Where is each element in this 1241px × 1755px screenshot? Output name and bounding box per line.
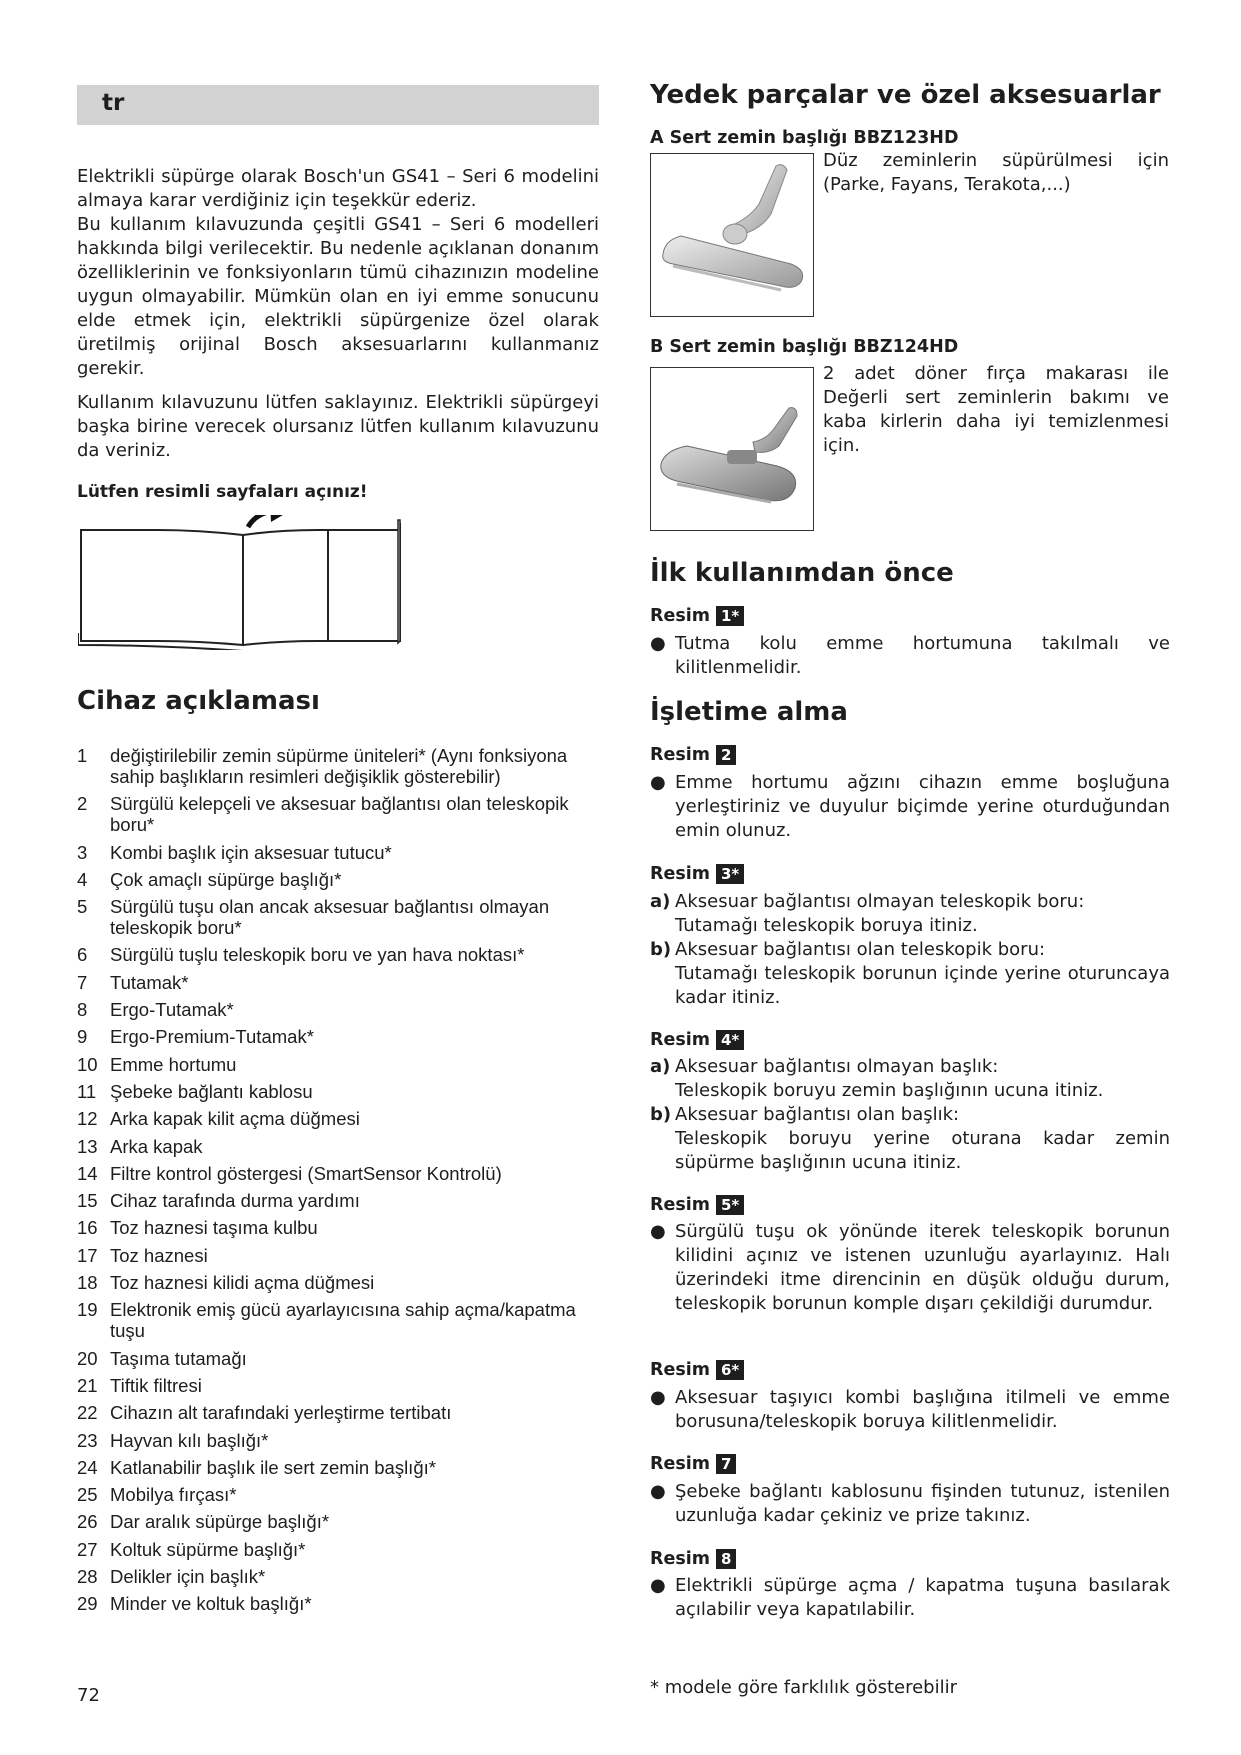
figure-label-text: Resim: [650, 1030, 710, 1050]
list-item: [77, 869, 607, 890]
list-item-number: 16: [77, 1217, 98, 1239]
list-item-text: Arka kapak kilit açma düğmesi: [110, 1108, 360, 1130]
list-item: [77, 1217, 607, 1238]
figure-4-label: [650, 1030, 744, 1050]
list-item: [77, 1375, 607, 1396]
list-item: [77, 972, 607, 993]
bullet: ●: [650, 772, 666, 793]
list-item-number: 8: [77, 999, 88, 1021]
operation-heading: İşletime alma: [650, 697, 848, 727]
list-item-number: 26: [77, 1511, 98, 1533]
figure-1-label: [650, 606, 744, 626]
list-item-text: Çok amaçlı süpürge başlığı*: [110, 868, 342, 890]
list-item: [77, 1136, 607, 1157]
figure-3-label: [650, 864, 744, 884]
figure-3-step: [650, 890, 1170, 1010]
figure-7-text: Şebeke bağlantı kablosunu fişinden tutunuz, istenilen uzunluğa kadar çekiniz ve prize takınız.: [675, 1481, 1170, 1526]
figure-label-text: Resim: [650, 864, 710, 884]
list-item: [77, 1484, 607, 1505]
list-item-text: Elektronik emiş gücü ayarlayıcısına sahip açma/kapatma tuşu: [110, 1299, 576, 1342]
list-item: [77, 1430, 607, 1451]
figure-4-a-line2: Teleskopik boruyu zemin başlığının ucuna itiniz.: [675, 1080, 1104, 1101]
accessory-b-image: [650, 367, 814, 531]
figure-badge: 2: [716, 745, 736, 765]
figure-3-b-line2: Tutamağı teleskopik borunun içinde yerine oturuncaya kadar itiniz.: [675, 963, 1170, 1008]
list-item-number: 13: [77, 1135, 98, 1157]
list-item-text: Cihaz tarafında durma yardımı: [110, 1190, 360, 1212]
list-item: [77, 999, 607, 1020]
list-item-text: Toz haznesi taşıma kulbu: [110, 1217, 318, 1239]
bullet: ●: [650, 633, 666, 654]
list-item-number: 24: [77, 1456, 98, 1478]
figure-7-label: [650, 1454, 736, 1474]
list-item-text: Katlanabilir başlık ile sert zemin başlığı*: [110, 1456, 436, 1478]
language-tag: tr: [102, 90, 125, 116]
list-item: [77, 1566, 607, 1587]
step-marker: a): [650, 891, 671, 912]
list-item-number: 29: [77, 1593, 98, 1615]
list-item-number: 6: [77, 944, 88, 966]
list-item-text: Ergo-Tutamak*: [110, 999, 234, 1021]
bullet: ●: [650, 1481, 666, 1502]
figure-label-text: Resim: [650, 1549, 710, 1569]
list-item-number: 22: [77, 1402, 98, 1424]
accessories-heading: Yedek parçalar ve özel aksesuarlar: [650, 80, 1161, 110]
list-item-text: Dar aralık süpürge başlığı*: [110, 1511, 330, 1533]
figure-label-text: Resim: [650, 1454, 710, 1474]
figure-badge: 8: [716, 1549, 736, 1569]
figure-4-step: [650, 1055, 1170, 1175]
figure-4-a-line1: Aksesuar bağlantısı olmayan başlık:: [675, 1056, 999, 1077]
figure-label-text: Resim: [650, 745, 710, 765]
figure-2-label: [650, 745, 736, 765]
figure-8-label: [650, 1549, 736, 1569]
open-book-illustration: [78, 515, 408, 650]
list-item-text: Toz haznesi kilidi açma düğmesi: [110, 1272, 375, 1294]
list-item: [77, 1511, 607, 1532]
intro-text: [77, 165, 599, 463]
figure-4-b-line1: Aksesuar bağlantısı olan başlık:: [675, 1104, 960, 1125]
list-item-text: Hayvan kılı başlığı*: [110, 1429, 269, 1451]
list-item: [77, 1108, 607, 1129]
figure-5-label: [650, 1195, 744, 1215]
list-item-text: Şebeke bağlantı kablosu: [110, 1080, 313, 1102]
list-item-number: 27: [77, 1538, 98, 1560]
step-marker: a): [650, 1056, 671, 1077]
list-item-text: Filtre kontrol göstergesi (SmartSensor Kontrolü): [110, 1162, 502, 1184]
figure-3-a-line2: Tutamağı teleskopik boruya itiniz.: [675, 915, 978, 936]
list-item: [77, 1026, 607, 1047]
list-item-text: Ergo-Premium-Tutamak*: [110, 1026, 314, 1048]
bullet: ●: [650, 1387, 666, 1408]
figure-label-text: Resim: [650, 1360, 710, 1380]
list-item-text: Sürgülü tuşlu teleskopik boru ve yan hava noktası*: [110, 944, 525, 966]
accessory-a-description: Düz zeminlerin süpürülmesi için (Parke, Fayans, Terakota,...): [823, 150, 1169, 195]
figure-badge: 1*: [716, 606, 744, 626]
list-item-number: 25: [77, 1484, 98, 1506]
list-item-number: 3: [77, 841, 88, 863]
list-item-number: 2: [77, 793, 88, 815]
intro-paragraph-2: Bu kullanım kılavuzunda çeşitli GS41 – Seri 6 modelleri hakkında bilgi verilecektir. Bu nedenle açıklanan donanım özelliklerinin ve fonksiyonların tümü cihazınızın modeline uygun olmayabilir. Mümkün olan en iyi emme sonucunu elde etmek için, elektrikli süpürgenize özel olarak üretilmiş orijinal Bosch aksesuarlarını kullanmanız gerekir.: [77, 214, 599, 379]
list-item-text: Mobilya fırçası*: [110, 1484, 237, 1506]
list-item: [77, 1539, 607, 1560]
step-marker: b): [650, 939, 672, 960]
list-item-number: 15: [77, 1190, 98, 1212]
figure-label-text: Resim: [650, 1195, 710, 1215]
list-item: [77, 896, 607, 938]
list-item-number: 1: [77, 745, 88, 766]
figure-7-step: [650, 1480, 1170, 1528]
list-item: [77, 1163, 607, 1184]
list-item-number: 18: [77, 1272, 98, 1294]
list-item-text: Taşıma tutamağı: [110, 1347, 247, 1369]
language-tag-bar: [77, 85, 599, 125]
list-item-number: 4: [77, 868, 88, 890]
figure-badge: 4*: [716, 1030, 744, 1050]
list-item: [77, 1348, 607, 1369]
list-item-number: 9: [77, 1026, 88, 1048]
list-item-number: 19: [77, 1299, 98, 1321]
list-item: [77, 1299, 607, 1341]
figure-2-text: Emme hortumu ağzını cihazın emme boşluğuna yerleştiriniz ve duyulur biçimde yerine oturduğundan emin olunuz.: [675, 772, 1170, 841]
list-item-number: 20: [77, 1347, 98, 1369]
figure-6-label: [650, 1360, 744, 1380]
list-item: [77, 1272, 607, 1293]
list-item: [77, 1081, 607, 1102]
intro-paragraph-3: Kullanım kılavuzunu lütfen saklayınız. Elektrikli süpürgeyi başka birine verecek olursanız lütfen kullanım kılavuzunu da veriniz.: [77, 392, 599, 461]
figure-label-text: Resim: [650, 606, 710, 626]
list-item: [77, 745, 607, 787]
figure-6-step: [650, 1386, 1170, 1434]
figure-3-b-line1: Aksesuar bağlantısı olan teleskopik boru:: [675, 939, 1046, 960]
list-item-number: 5: [77, 896, 88, 918]
list-item-text: Emme hortumu: [110, 1053, 237, 1075]
list-item-text: Arka kapak: [110, 1135, 203, 1157]
list-item-text: Toz haznesi: [110, 1244, 208, 1266]
accessory-b-description: 2 adet döner fırça makarası ile Değerli sert zeminlerin bakımı ve kaba kirlerin daha iyi temizlenmesi için.: [823, 363, 1169, 456]
figure-8-text: Elektrikli süpürge açma / kapatma tuşuna basılarak açılabilir veya kapatılabilir.: [675, 1575, 1170, 1620]
figure-badge: 6*: [716, 1360, 744, 1380]
list-item: [77, 1402, 607, 1423]
figure-badge: 7: [716, 1454, 736, 1474]
list-item-text: Tiftik filtresi: [110, 1374, 202, 1396]
list-item-number: 14: [77, 1162, 98, 1184]
step-marker: b): [650, 1104, 672, 1125]
list-item: [77, 1245, 607, 1266]
list-item-number: 12: [77, 1108, 98, 1130]
list-item-number: 10: [77, 1053, 98, 1075]
list-item-number: 23: [77, 1429, 98, 1451]
figure-5-step: [650, 1220, 1170, 1316]
figure-5-text: Sürgülü tuşu ok yönünde iterek teleskopik borunun kilidini açınız ve istenen uzunluğu ayarlayınız. Halı üzerindeki itme direncinin en düşük olduğu durum, teleskopik borunun komple dışarı çekildiği durumdur.: [675, 1221, 1170, 1314]
figure-8-step: [650, 1574, 1170, 1622]
bullet: ●: [650, 1221, 666, 1242]
list-item-text: Tutamak*: [110, 971, 189, 993]
intro-paragraph-1: Elektrikli süpürge olarak Bosch'un GS41 – Seri 6 modelini almaya karar verdiğiniz için teşekkür ederiz.: [77, 166, 599, 211]
figure-3-a-line1: Aksesuar bağlantısı olmayan teleskopik boru:: [675, 891, 1085, 912]
page-number: 72: [77, 1685, 100, 1706]
figure-badge: 5*: [716, 1195, 744, 1215]
list-item: [77, 793, 607, 835]
figure-badge: 3*: [716, 864, 744, 884]
accessory-a-image: [650, 153, 814, 317]
list-item-number: 7: [77, 971, 88, 993]
list-item: [77, 1190, 607, 1211]
first-use-step: [650, 632, 1170, 680]
list-item-text: Minder ve koltuk başlığı*: [110, 1593, 312, 1615]
list-item: [77, 842, 607, 863]
figure-2-step: [650, 771, 1170, 843]
accessory-a-title: A Sert zemin başlığı BBZ123HD: [650, 128, 959, 148]
figure-4-b-line2: Teleskopik boruyu yerine oturana kadar zemin süpürme başlığının ucuna itiniz.: [675, 1128, 1170, 1173]
list-item-text: değiştirilebilir zemin süpürme üniteleri* (Aynı fonksiyona sahip başlıkların resimleri değişiklik gösterebilir): [110, 745, 568, 787]
list-item-text: Koltuk süpürme başlığı*: [110, 1538, 306, 1560]
list-item: [77, 1054, 607, 1075]
list-item-text: Sürgülü tuşu olan ancak aksesuar bağlantısı olmayan teleskopik boru*: [110, 896, 550, 939]
bullet: ●: [650, 1575, 666, 1596]
figure-6-text: Aksesuar taşıyıcı kombi başlığına itilmeli ve emme borusuna/teleskopik boruya kilitlenmelidir.: [675, 1387, 1170, 1432]
list-item-text: Cihazın alt tarafındaki yerleştirme tertibatı: [110, 1402, 452, 1424]
list-item-text: Sürgülü kelepçeli ve aksesuar bağlantısı olan teleskopik boru*: [110, 793, 569, 836]
accessory-b-title: B Sert zemin başlığı BBZ124HD: [650, 337, 959, 357]
list-item-number: 11: [77, 1080, 97, 1102]
device-description-heading: Cihaz açıklaması: [77, 686, 320, 716]
first-use-bullet-text: Tutma kolu emme hortumuna takılmalı ve kilitlenmelidir.: [675, 633, 1170, 678]
list-item: [77, 1457, 607, 1478]
open-pages-note: Lütfen resimli sayfaları açınız!: [77, 482, 368, 502]
list-item-number: 28: [77, 1566, 98, 1588]
footnote: * modele göre farklılık gösterebilir: [650, 1677, 958, 1698]
list-item-number: 21: [77, 1374, 98, 1396]
list-item: [77, 1593, 607, 1614]
first-use-heading: İlk kullanımdan önce: [650, 558, 954, 588]
list-item-text: Kombi başlık için aksesuar tutucu*: [110, 841, 392, 863]
list-item: [77, 944, 607, 965]
parts-list: [77, 745, 607, 1621]
list-item-text: Delikler için başlık*: [110, 1566, 266, 1588]
list-item-number: 17: [77, 1244, 98, 1266]
